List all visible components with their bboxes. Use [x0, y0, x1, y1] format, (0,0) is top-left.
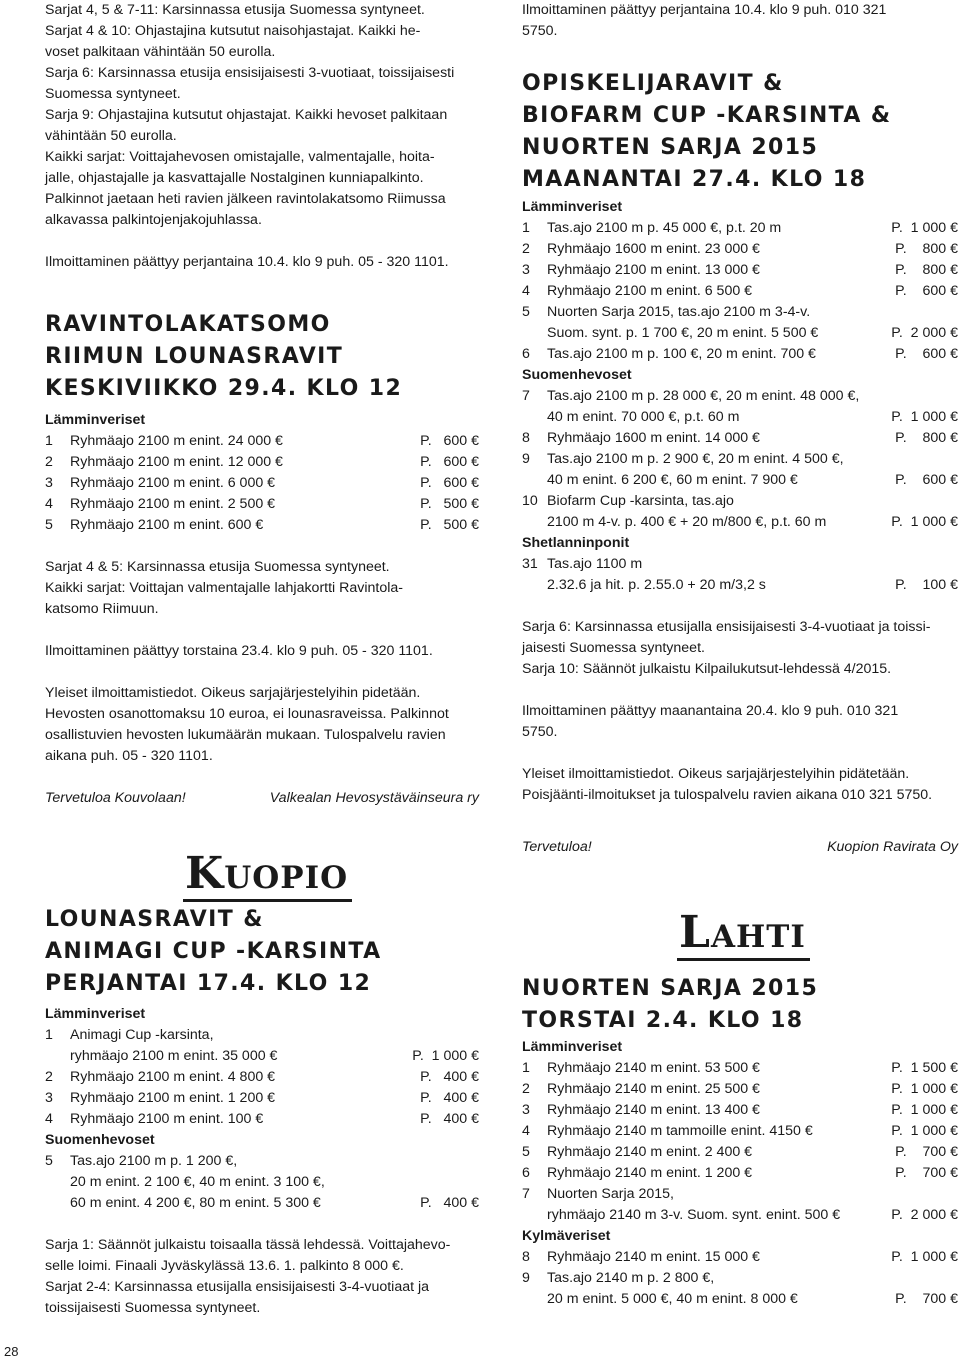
text-line: Sarjat 4 & 10: Ohjastajina kutsutut naisohjastajat. Kaikki he- — [45, 23, 421, 39]
race-row — [522, 239, 958, 260]
race-number — [45, 1046, 70, 1067]
race-row — [522, 260, 958, 281]
race-row — [522, 575, 958, 596]
page-number: 28 — [4, 1344, 19, 1359]
race-list — [522, 386, 958, 533]
race-description: ryhmäajo 2140 m 3-v. Suom. synt. enint. 500 € — [547, 1207, 841, 1223]
text-line: Ilmoittaminen päättyy perjantaina 10.4. klo 9 puh. 010 321 — [522, 2, 887, 18]
race-description: Tas.ajo 2100 m p. 45 000 €, p.t. 20 m — [547, 220, 782, 236]
race-prize: P. 600 € — [420, 454, 479, 470]
text-line: Sarja 1: Säännöt julkaistu toisaalla tässä lehdessä. Voittajahevo- — [45, 1237, 451, 1253]
race-number: 3 — [45, 1090, 53, 1106]
race-number — [45, 1193, 70, 1214]
city-title-kuopio: Kuopio — [183, 849, 352, 902]
race-number: 1 — [522, 220, 530, 236]
race-number: 4 — [45, 496, 53, 512]
text-line: Suomessa syntyneet. — [45, 86, 181, 102]
signature-row — [45, 788, 479, 809]
race-number: 10 — [522, 493, 538, 509]
race-row — [522, 512, 958, 533]
race-prize: P. 400 € — [420, 1069, 479, 1085]
text-line: jaisesti Suomessa syntyneet. — [522, 640, 705, 656]
riimu-notes — [45, 557, 479, 620]
race-number — [522, 470, 547, 491]
race-row — [522, 1205, 958, 1226]
text-line: alkavassa palkintojenjakojuhlassa. — [45, 212, 262, 228]
race-prize: P. 600 € — [420, 475, 479, 491]
race-prize — [403, 1172, 479, 1193]
section-title: Lämminveriset — [522, 199, 623, 215]
welcome-text: Tervetuloa Kouvolaan! — [45, 790, 186, 806]
race-description: Ryhmäajo 2100 m enint. 12 000 € — [70, 454, 283, 470]
text-line: Sarja 6: Karsinnassa etusija ensisijaisesti 3-vuotiaat, toissijaisesti — [45, 65, 455, 81]
race-number — [522, 1289, 547, 1310]
left-column — [45, 0, 479, 1319]
text-line: vähintään 50 eurolla. — [45, 128, 177, 144]
race-prize: P. 2 000 € — [891, 1207, 958, 1223]
text-line: Yleiset ilmoittamistiedot. Oikeus sarjajärjestelyihin pidätetään. — [522, 766, 910, 782]
race-description: Ryhmäajo 2140 m enint. 13 400 € — [547, 1102, 760, 1118]
race-number: 2 — [45, 454, 53, 470]
race-row — [522, 1100, 958, 1121]
race-number: 31 — [522, 556, 538, 572]
race-prize: P. 1 000 € — [412, 1048, 479, 1064]
race-prize: P. 400 € — [420, 1090, 479, 1106]
race-number: 6 — [522, 1165, 530, 1181]
text-line: Sarjat 4 & 5: Karsinnassa etusija Suomessa syntyneet. — [45, 559, 390, 575]
section-heading-line: RAVINTOLAKATSOMO — [45, 312, 331, 337]
section-heading-line: MAANANTAI 27.4. KLO 18 — [522, 167, 867, 192]
race-row — [45, 1067, 479, 1088]
race-number: 8 — [522, 1249, 530, 1265]
general-info — [522, 764, 958, 806]
race-row — [522, 218, 958, 239]
race-row — [45, 1046, 479, 1067]
race-list — [45, 1025, 479, 1130]
registration-info — [522, 701, 958, 743]
race-prize: P. 2 000 € — [891, 325, 958, 341]
section-title: Suomenhevoset — [522, 367, 632, 383]
race-prize: P. 700 € — [895, 1144, 958, 1160]
race-number: 9 — [522, 451, 530, 467]
section-heading-line: LOUNASRAVIT & — [45, 907, 264, 932]
registration-info — [522, 0, 958, 42]
registration-info: Ilmoittaminen päättyy torstaina 23.4. klo 9 puh. 05 - 320 1101. — [45, 643, 433, 659]
race-description: Tas.ajo 2100 m p. 2 900 €, 20 m enint. 4 500 €, — [547, 451, 844, 467]
race-row — [45, 1025, 479, 1046]
kuopio2-heading — [522, 68, 958, 196]
race-row — [522, 1247, 958, 1268]
race-list — [522, 554, 958, 596]
race-prize: P. 600 € — [895, 346, 958, 362]
section-heading-line: RIIMUN LOUNASRAVIT — [45, 344, 344, 369]
race-number: 3 — [522, 1102, 530, 1118]
race-number — [522, 512, 547, 533]
race-row — [522, 1163, 958, 1184]
text-line: aikana puh. 05 - 320 1101. — [45, 748, 213, 764]
race-number: 4 — [45, 1111, 53, 1127]
race-prize: P. 100 € — [895, 577, 958, 593]
race-row — [522, 470, 958, 491]
welcome-text: Tervetuloa! — [522, 839, 592, 855]
race-prize — [403, 1151, 479, 1172]
race-prize: P. 1 000 € — [891, 514, 958, 530]
city-title-lahti: Lahti — [677, 908, 810, 961]
race-row — [45, 473, 479, 494]
race-description: Nuorten Sarja 2015, tas.ajo 2100 m 3-4-v. — [547, 304, 811, 320]
race-number: 1 — [45, 1027, 53, 1043]
race-description: Ryhmäajo 2140 m enint. 1 200 € — [547, 1165, 753, 1181]
race-prize: P. 700 € — [895, 1291, 958, 1307]
race-row — [45, 452, 479, 473]
signature-row — [522, 837, 958, 858]
race-description: 40 m enint. 6 200 €, 60 m enint. 7 900 € — [547, 472, 798, 488]
race-list — [45, 1151, 479, 1214]
lahti-heading — [522, 973, 958, 1037]
race-prize: P. 600 € — [895, 472, 958, 488]
race-prize: P. 1 000 € — [891, 220, 958, 236]
organizer-text: Valkealan Hevosystäväinseura ry — [269, 790, 479, 806]
race-prize — [878, 1268, 958, 1289]
riimu-heading — [45, 309, 479, 405]
race-number: 5 — [522, 304, 530, 320]
race-prize: P. 400 € — [420, 1195, 479, 1211]
race-row — [522, 491, 958, 512]
race-description: 20 m enint. 2 100 €, 40 m enint. 3 100 €, — [70, 1174, 325, 1190]
race-row — [45, 1151, 479, 1172]
race-number: 9 — [522, 1270, 530, 1286]
race-row — [45, 1193, 479, 1214]
race-prize: P. 600 € — [895, 283, 958, 299]
race-prize — [878, 386, 958, 407]
text-line: 5750. — [522, 724, 558, 740]
race-description: Suom. synt. p. 1 700 €, 20 m enint. 5 500 € — [547, 325, 819, 341]
section-heading-line: BIOFARM CUP -KARSINTA & — [522, 103, 892, 128]
race-row — [522, 281, 958, 302]
race-number: 4 — [522, 1123, 530, 1139]
text-line: osallistuvien hevosten lukumäärän mukaan. Tulospalvelu ravien — [45, 727, 446, 743]
race-description: Nuorten Sarja 2015, — [547, 1186, 674, 1202]
race-prize — [878, 491, 958, 512]
race-row — [45, 494, 479, 515]
race-number: 5 — [522, 1144, 530, 1160]
race-row — [45, 1172, 479, 1193]
race-prize: P. 700 € — [895, 1165, 958, 1181]
race-prize: P. 500 € — [420, 496, 479, 512]
race-description: 60 m enint. 4 200 €, 80 m enint. 5 300 € — [70, 1195, 321, 1211]
section-heading-line: NUORTEN SARJA 2015 — [522, 976, 819, 1001]
race-description: Ryhmäajo 2100 m enint. 4 800 € — [70, 1069, 276, 1085]
race-number — [45, 1172, 70, 1193]
race-number: 1 — [45, 433, 53, 449]
text-line: Sarja 10: Säännöt julkaistu Kilpailukutsut-lehdessä 4/2015. — [522, 661, 892, 677]
race-number — [522, 575, 547, 596]
race-row — [522, 428, 958, 449]
race-description: Ryhmäajo 1600 m enint. 14 000 € — [547, 430, 760, 446]
race-number: 7 — [522, 388, 530, 404]
text-line: Poisjäänti-ilmoitukset ja tulospalvelu ravien aikana 010 321 5750. — [522, 787, 933, 803]
race-row — [522, 1121, 958, 1142]
text-line: Sarjat 2-4: Karsinnassa etusijalla ensisijaisesti 3-4-vuotiaat ja — [45, 1279, 430, 1295]
race-description: Tas.ajo 2100 m p. 100 €, 20 m enint. 700 € — [547, 346, 816, 362]
race-number: 2 — [522, 241, 530, 257]
race-description: Ryhmäajo 2140 m enint. 53 500 € — [547, 1060, 760, 1076]
race-number — [522, 1205, 547, 1226]
race-description: Ryhmäajo 2140 m enint. 15 000 € — [547, 1249, 760, 1265]
race-description: Tas.ajo 2100 m p. 28 000 €, 20 m enint. 48 000 €, — [547, 388, 860, 404]
race-list — [522, 1247, 958, 1310]
text-line: Sarja 6: Karsinnassa etusijalla ensisijaisesti 3-4-vuotiaat ja toissi- — [522, 619, 931, 635]
race-description: Ryhmäajo 2100 m enint. 2 500 € — [70, 496, 276, 512]
race-description: Animagi Cup -karsinta, — [70, 1027, 214, 1043]
race-description: Ryhmäajo 2140 m enint. 2 400 € — [547, 1144, 753, 1160]
race-number: 2 — [522, 1081, 530, 1097]
text-line: Kaikki sarjat: Voittajan valmentajalle lahjakortti Ravintola- — [45, 580, 404, 596]
race-number: 1 — [522, 1060, 530, 1076]
section-title: Lämminveriset — [45, 1006, 146, 1022]
race-description: 2100 m 4-v. p. 400 € + 20 m/800 €, p.t. 60 m — [547, 514, 827, 530]
race-number: 3 — [45, 475, 53, 491]
race-row — [522, 1058, 958, 1079]
text-line: katsomo Riimuun. — [45, 601, 159, 617]
race-number — [522, 323, 547, 344]
text-line: Kaikki sarjat: Voittajahevosen omistajalle, valmentajalle, hoita- — [45, 149, 435, 165]
race-description: ryhmäajo 2100 m enint. 35 000 € — [70, 1048, 278, 1064]
race-description: Ryhmäajo 2140 m tammoille enint. 4150 € — [547, 1123, 813, 1139]
section-title: Kylmäveriset — [522, 1228, 611, 1244]
text-line: jalle, ohjastajalle ja kasvattajalle Nostalginen kunniapalkinto. — [45, 170, 424, 186]
race-description: 20 m enint. 5 000 €, 40 m enint. 8 000 € — [547, 1291, 798, 1307]
text-line: toissijaisesti Suomessa syntyneet. — [45, 1300, 261, 1316]
race-row — [522, 554, 958, 575]
race-prize: P. 1 000 € — [891, 1102, 958, 1118]
text-line: Ilmoittaminen päättyy maanantaina 20.4. klo 9 puh. 010 321 — [522, 703, 899, 719]
race-prize: P. 800 € — [895, 430, 958, 446]
race-row — [45, 1088, 479, 1109]
race-prize — [403, 1025, 479, 1046]
race-number: 5 — [45, 517, 53, 533]
race-prize — [878, 1184, 958, 1205]
race-description: Ryhmäajo 1600 m enint. 23 000 € — [547, 241, 760, 257]
race-list — [45, 431, 479, 536]
race-row — [522, 323, 958, 344]
race-prize: P. 600 € — [420, 433, 479, 449]
race-prize: P. 500 € — [420, 517, 479, 533]
section-heading-line: OPISKELIJARAVIT & — [522, 71, 784, 96]
race-prize — [878, 302, 958, 323]
race-description: Tas.ajo 2140 m p. 2 800 €, — [547, 1270, 715, 1286]
race-number: 6 — [522, 346, 530, 362]
race-row — [45, 515, 479, 536]
race-prize: P. 1 000 € — [891, 409, 958, 425]
organizer-text: Kuopion Ravirata Oy — [827, 839, 958, 855]
race-row — [45, 1109, 479, 1130]
right-column — [522, 0, 958, 1310]
race-number: 3 — [522, 262, 530, 278]
race-list — [522, 218, 958, 365]
kuopio-notes — [45, 1235, 479, 1319]
race-description: Biofarm Cup -karsinta, tas.ajo — [547, 493, 734, 509]
section-heading-line: KESKIVIIKKO 29.4. KLO 12 — [45, 376, 403, 401]
race-row — [522, 1289, 958, 1310]
race-row — [522, 449, 958, 470]
race-description: Ryhmäajo 2140 m enint. 25 500 € — [547, 1081, 760, 1097]
race-prize: P. 1 000 € — [891, 1081, 958, 1097]
text-line: Palkinnot jaetaan heti ravien jälkeen ravintolakatsomo Riimussa — [45, 191, 446, 207]
registration-info: Ilmoittaminen päättyy perjantaina 10.4. klo 9 puh. 05 - 320 1101. — [45, 254, 449, 270]
text-line: voset palkitaan vähintään 50 eurolla. — [45, 44, 276, 60]
race-prize: P. 800 € — [895, 262, 958, 278]
race-description: Ryhmäajo 2100 m enint. 6 500 € — [547, 283, 753, 299]
race-prize: P. 1 000 € — [891, 1123, 958, 1139]
race-prize: P. 1 500 € — [891, 1060, 958, 1076]
race-description: Tas.ajo 2100 m p. 1 200 €, — [70, 1153, 238, 1169]
section-heading-line: TORSTAI 2.4. KLO 18 — [522, 1008, 804, 1033]
race-number: 4 — [522, 283, 530, 299]
text-line: selle loimi. Finaali Jyväskylässä 13.6. 1. palkinto 8 000 €. — [45, 1258, 404, 1274]
section-heading-line: ANIMAGI CUP -KARSINTA — [45, 939, 382, 964]
race-number: 7 — [522, 1186, 530, 1202]
race-description: Ryhmäajo 2100 m enint. 600 € — [70, 517, 264, 533]
race-row — [45, 431, 479, 452]
text-line: Sarjat 4, 5 & 7-11: Karsinnassa etusija Suomessa syntyneet. — [45, 2, 425, 18]
race-description: 40 m enint. 70 000 €, p.t. 60 m — [547, 409, 740, 425]
race-row — [522, 344, 958, 365]
section-heading-line: PERJANTAI 17.4. KLO 12 — [45, 971, 372, 996]
race-number: 5 — [45, 1153, 53, 1169]
race-row — [522, 1184, 958, 1205]
text-line: Sarja 9: Ohjastajina kutsutut ohjastajat. Kaikki hevoset palkitaan — [45, 107, 448, 123]
intro-text — [45, 0, 479, 231]
race-row — [522, 407, 958, 428]
race-number — [522, 407, 547, 428]
race-description: Ryhmäajo 2100 m enint. 24 000 € — [70, 433, 283, 449]
section-title: Suomenhevoset — [45, 1132, 155, 1148]
race-prize: P. 1 000 € — [891, 1249, 958, 1265]
race-prize — [878, 554, 958, 575]
race-row — [522, 386, 958, 407]
race-description: Ryhmäajo 2100 m enint. 1 200 € — [70, 1090, 276, 1106]
general-info — [45, 683, 479, 767]
section-title: Lämminveriset — [522, 1039, 623, 1055]
section-heading-line: NUORTEN SARJA 2015 — [522, 135, 819, 160]
race-description: Ryhmäajo 2100 m enint. 6 000 € — [70, 475, 276, 491]
section-title: Lämminveriset — [45, 412, 146, 428]
race-prize — [878, 449, 958, 470]
text-line: Yleiset ilmoittamistiedot. Oikeus sarjajärjestelyihin pidetään. — [45, 685, 421, 701]
race-row — [522, 1142, 958, 1163]
race-prize: P. 800 € — [895, 241, 958, 257]
race-number: 2 — [45, 1069, 53, 1085]
race-description: Ryhmäajo 2100 m enint. 13 000 € — [547, 262, 760, 278]
race-prize: P. 400 € — [420, 1111, 479, 1127]
section-title: Shetlanninponit — [522, 535, 630, 551]
race-number: 8 — [522, 430, 530, 446]
race-description: Tas.ajo 1100 m — [547, 556, 643, 572]
race-description: Ryhmäajo 2100 m enint. 100 € — [70, 1111, 264, 1127]
kuopio2-notes — [522, 617, 958, 680]
text-line: 5750. — [522, 23, 558, 39]
text-line: Hevosten osanottomaksu 10 euroa, ei lounasraveissa. Palkinnot — [45, 706, 449, 722]
race-row — [522, 1079, 958, 1100]
race-list — [522, 1058, 958, 1226]
kuopio-heading — [45, 904, 479, 1000]
race-row — [522, 302, 958, 323]
race-row — [522, 1268, 958, 1289]
race-description: 2.32.6 ja hit. p. 2.55.0 + 20 m/3,2 s — [547, 577, 766, 593]
